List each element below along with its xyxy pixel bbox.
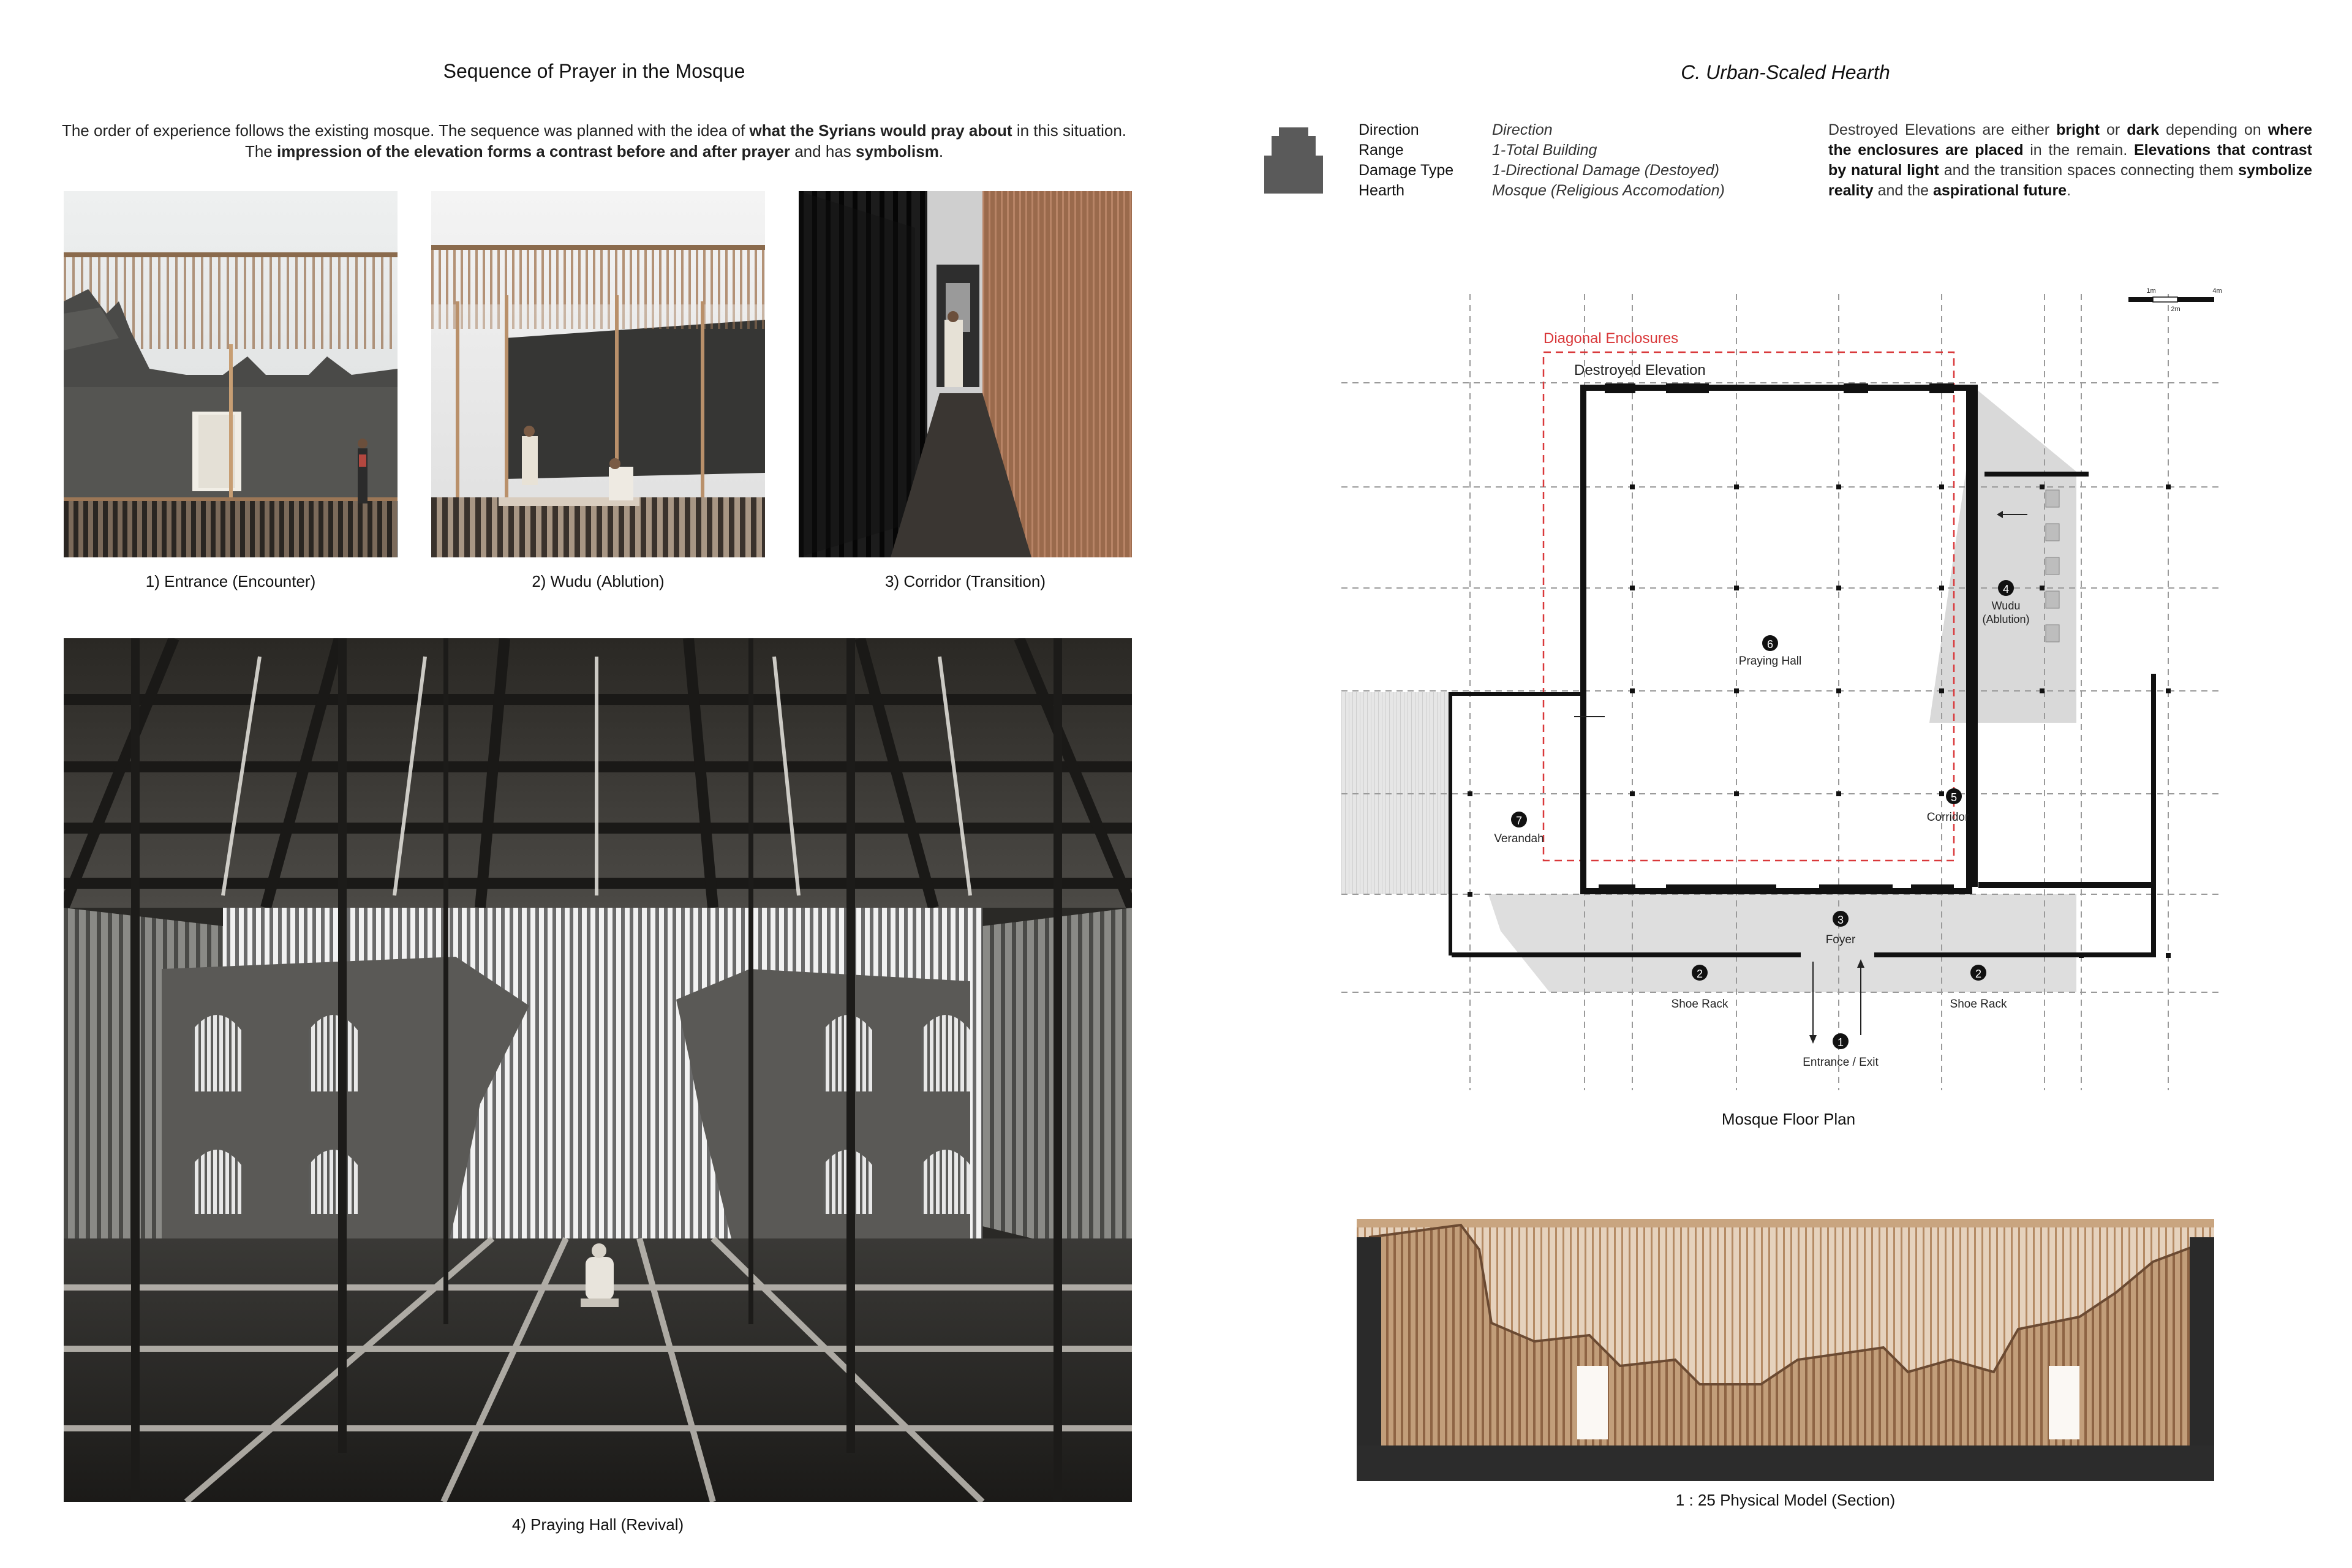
caption-corridor: 3) Corridor (Transition) [885,572,1046,590]
info-label-hearth: Hearth [1359,182,1405,199]
scale-label-1m: 1m [2146,287,2156,295]
info-table [1359,120,1800,201]
room-label-wudu-sub: (Ablution) [1982,613,2030,625]
room-label-entrance: Entrance / Exit [1803,1056,1879,1069]
room-label-praying-hall: Praying Hall [1738,655,1802,668]
room-num-verandah: 7 [1515,815,1523,827]
corridor-shade [1929,386,2076,723]
foyer-shade [1488,894,2076,992]
info-value-damage-type: 1-Directional Damage (Destoyed) [1492,162,1719,179]
intro-paragraph: The order of experience follows the existing mosque. The sequence was planned with the idea of what the Syrians would pray about in this situation. The impression of the elevation forms a contrast before and after prayer and has symbolism. [61,121,1127,160]
info-value-direction: Direction [1492,121,1553,138]
room-label-shoe-rack-right: Shoe Rack [1950,998,2007,1011]
right-description: Destroyed Elevations are either bright or dark depending on where the enclosures are placed in the remain. Elevations that contrast by natural light and the transition spaces connecting them symbolize reality and the aspirational future. [1828,121,2312,199]
caption-entrance: 1) Entrance (Encounter) [145,572,316,590]
right-page-title: C. Urban-Scaled Hearth [1681,61,1890,83]
room-num-shoe-rack-left: 2 [1696,968,1703,980]
room-label-corridor: Corridor [1926,811,1969,824]
label-destroyed-elevation: Destroyed Elevation [1574,362,1706,379]
entrance-render [64,191,398,557]
room-label-wudu: Wudu [1991,600,2021,612]
room-num-praying-hall: 6 [1766,638,1774,650]
caption-praying-hall: 4) Praying Hall (Revival) [511,1515,684,1534]
room-num-entrance: 1 [1837,1036,1844,1049]
room-label-foyer: Foyer [1825,933,1856,946]
info-value-hearth: Mosque (Religious Accomodation) [1492,182,1725,199]
diagonal-enclosure-outline [1544,352,1954,861]
building-massing-icon [1264,127,1323,194]
label-diagonal-enclosures: Diagonal Enclosures [1544,330,1679,347]
info-label-range: Range [1359,141,1404,159]
info-label-direction: Direction [1359,121,1419,138]
info-value-range: 1-Total Building [1492,141,1597,159]
scale-bar [2128,287,2222,313]
room-label-verandah: Verandah [1494,832,1544,845]
caption-wudu: 2) Wudu (Ablution) [532,572,665,590]
room-num-corridor: 5 [1950,791,1958,804]
caption-physical-model: 1 : 25 Physical Model (Section) [1675,1491,1896,1509]
physical-model-photo [1357,1200,2214,1481]
room-label-shoe-rack-left: Shoe Rack [1671,998,1728,1011]
wudu-render [431,191,765,557]
mosque-floor-plan [1341,282,2236,1102]
left-page-title: Sequence of Prayer in the Mosque [443,60,745,82]
praying-hall-render [64,638,1132,1502]
info-label-damage-type: Damage Type [1359,162,1454,179]
room-num-shoe-rack-right: 2 [1975,968,1982,980]
room-num-wudu: 4 [2002,583,2010,595]
corridor-render [799,191,1132,557]
scale-label-2m: 2m [2171,306,2180,313]
scale-label-4m: 4m [2212,287,2222,295]
caption-floor-plan: Mosque Floor Plan [1721,1110,1856,1128]
room-num-foyer: 3 [1837,914,1844,926]
